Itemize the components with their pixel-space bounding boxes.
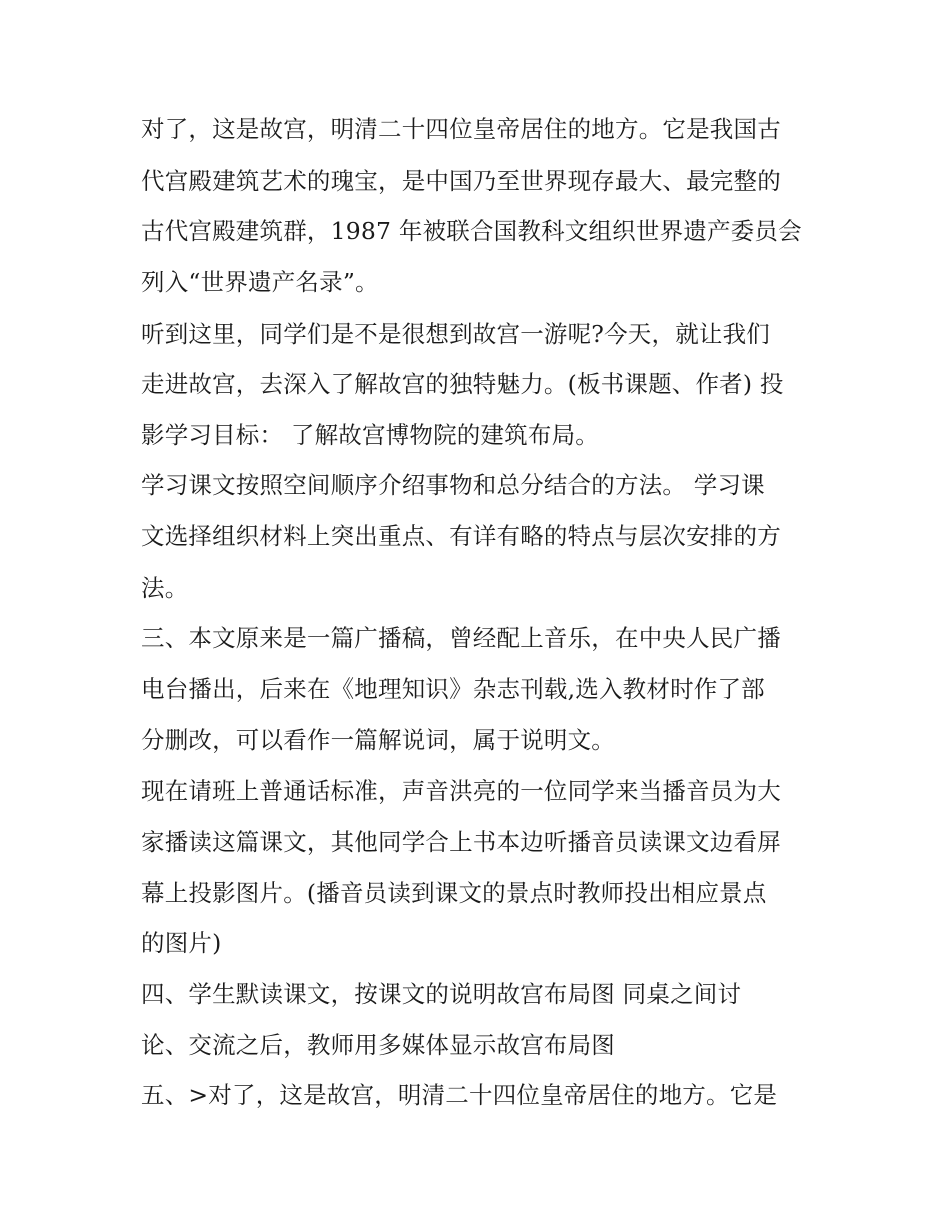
- text-line: 听到这里，同学们是不是很想到故宫一游呢?今天，就让我们: [141, 320, 770, 348]
- text-line: 三、本文原来是一篇广播稿，曾经配上音乐，在中央人民广播: [141, 624, 781, 652]
- text-line: 的图片): [141, 929, 222, 957]
- text-line: 走进故宫，去深入了解故宫的独特魅力。(板书课题、作者) 投: [141, 370, 784, 398]
- text-line: 五、>对了，这是故宫，明清二十四位皇帝居住的地方。它是: [141, 1081, 778, 1109]
- text-line: 列入“世界遗产名录”。: [141, 268, 379, 296]
- text-line: 幕上投影图片。(播音员读到课文的景点时教师投出相应景点: [141, 879, 767, 907]
- text-line: 现在请班上普通话标准，声音洪亮的一位同学来当播音员为大: [141, 777, 781, 805]
- text-line: 对了，这是故宫，明清二十四位皇帝居住的地方。它是我国古: [141, 115, 781, 143]
- text-line: 分删改，可以看作一篇解说词，属于说明文。: [141, 726, 615, 754]
- text-line: 电台播出，后来在《地理知识》杂志刊载,选入教材时作了部: [141, 675, 765, 703]
- text-line: 古代宫殿建筑群，1987 年被联合国教科文组织世界遗产委员会: [141, 217, 802, 245]
- text-line: 文选择组织材料上突出重点、有详有略的特点与层次安排的方: [141, 522, 781, 550]
- text-line: 法。: [141, 574, 189, 602]
- text-line: 四、学生默读课文，按课文的说明故宫布局图 同桌之间讨: [141, 980, 742, 1008]
- text-line: 论、交流之后，教师用多媒体显示故宫布局图: [141, 1031, 615, 1059]
- text-line: 代宫殿建筑艺术的瑰宝，是中国乃至世界现存最大、最完整的: [141, 167, 781, 195]
- text-line: 影学习目标： 了解故宫博物院的建筑布局。: [141, 421, 599, 449]
- text-line: 家播读这篇课文，其他同学合上书本边听播音员读课文边看屏: [141, 828, 781, 856]
- text-line: 学习课文按照空间顺序介绍事物和总分结合的方法。 学习课: [141, 471, 765, 499]
